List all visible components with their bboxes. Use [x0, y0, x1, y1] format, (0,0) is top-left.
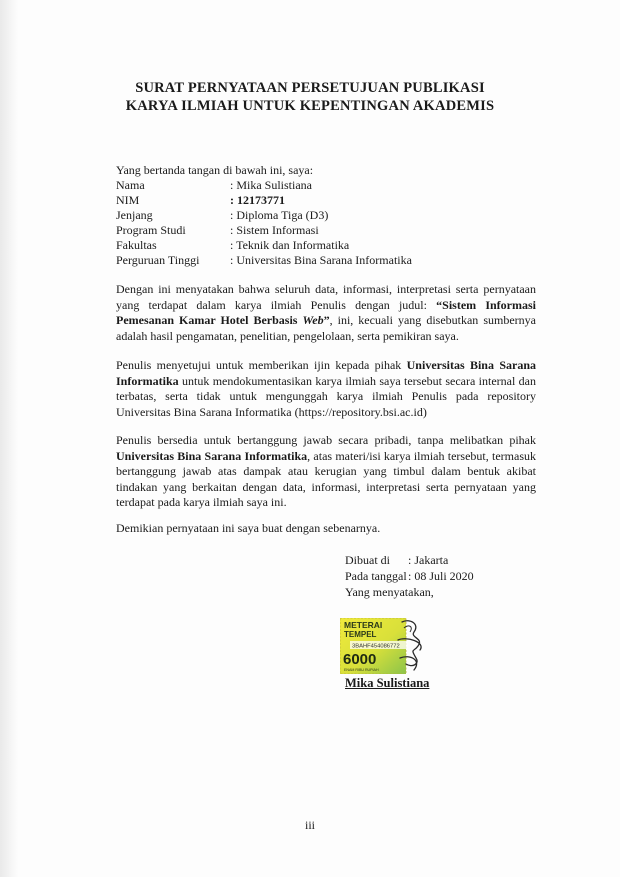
para1-text-a: Dengan ini menyatakan bahwa seluruh data, informasi, interpretasi serta pernyataan yang terdapat dalam karya ilmiah Penulis dengan judul: — [116, 282, 536, 312]
page-number: iii — [304, 818, 315, 832]
field-value-perguruan: : Universitas Bina Sarana Informatika — [230, 253, 412, 267]
document-title-line2: KARYA ILMIAH UNTUK KEPENTINGAN AKADEMIS — [125, 98, 495, 114]
para1-text-e: , ini, kecuali yang disebutkan sumbernya adalah hasil pengamatan, penelitian, pengelolaan, serta pemikiran saya. — [116, 313, 536, 343]
field-label-perguruan: Perguruan Tinggi — [116, 253, 200, 267]
place-label: Dibuat di — [345, 553, 390, 567]
stamp-top-text: METERAI — [344, 620, 383, 630]
field-label-jenjang: Jenjang — [116, 208, 153, 222]
stamp-code-text: 3BAHF454086772 — [352, 643, 400, 650]
stamp-bottom-text: ENAM RIBU RUPIAH — [344, 668, 379, 672]
field-value-prodi: : Sistem Informasi — [230, 223, 319, 237]
para3-text-a: Penulis bersedia untuk bertanggung jawab secara pribadi, tanpa melibatkan pihak — [116, 433, 536, 447]
paragraph-statement — [116, 282, 536, 344]
para3-text-c: , atas materi/isi karya ilmiah tersebut, termasuk bertanggung jawab atas dampak atau kerugian yang timbul dalam bentuk akibat tindakan yang berkaitan dengan data, informasi, interpretasi serta pernyataan yang terdapat pada karya ilmiah saya ini. — [116, 448, 536, 509]
university-name: Universitas Bina Sarana Informatika — [116, 448, 308, 463]
paragraph-permission — [116, 358, 536, 420]
field-label-nama: Nama — [116, 178, 145, 192]
stamp-value-text: 6000 — [343, 651, 377, 668]
field-value-nim: : 12173771 — [230, 193, 285, 207]
thesis-title: “Sistem Informasi Pemesanan Kamar Hotel Berbasis Web” — [116, 297, 536, 327]
place-value: : Jakarta — [408, 553, 449, 567]
document-title-line1: SURAT PERNYATAAN PERSETUJUAN PUBLIKASI — [135, 80, 485, 96]
scan-shadow — [0, 0, 18, 877]
date-value: : 08 Juli 2020 — [408, 569, 474, 583]
para2-text-a: Penulis menyetujui untuk memberikan ijin kepada pihak — [116, 358, 407, 372]
para2-text-c: untuk mendokumentasikan karya ilmiah saya tersebut secara internal dan terbatas, serta tidak untuk mengunggah karya ilmiah Penulis pada repository Universitas Bina Sarana Informatika (https://repository.bsi.ac.id) — [116, 373, 536, 419]
intro-text: Yang bertanda tangan di bawah ini, saya: — [116, 163, 314, 177]
signer-name: Mika Sulistiana — [345, 676, 430, 690]
stamp-mid-text: TEMPEL — [344, 630, 377, 639]
thesis-title-web: Web — [302, 313, 324, 327]
meterai-stamp — [340, 618, 430, 674]
field-label-prodi: Program Studi — [116, 223, 186, 237]
university-name: Universitas Bina Sarana Informatika — [116, 358, 536, 388]
signer-statement: Yang menyatakan, — [345, 585, 434, 599]
field-label-fakultas: Fakultas — [116, 238, 157, 252]
closing-statement: Demikian pernyataan ini saya buat dengan sebenarnya. — [116, 521, 381, 535]
date-label: Pada tanggal — [345, 569, 407, 583]
field-value-fakultas: : Teknik dan Informatika — [230, 238, 350, 252]
field-value-nama: : Mika Sulistiana — [230, 178, 312, 192]
paragraph-responsibility — [116, 433, 536, 511]
field-value-jenjang: : Diploma Tiga (D3) — [230, 208, 329, 222]
field-label-nim: NIM — [116, 193, 140, 207]
